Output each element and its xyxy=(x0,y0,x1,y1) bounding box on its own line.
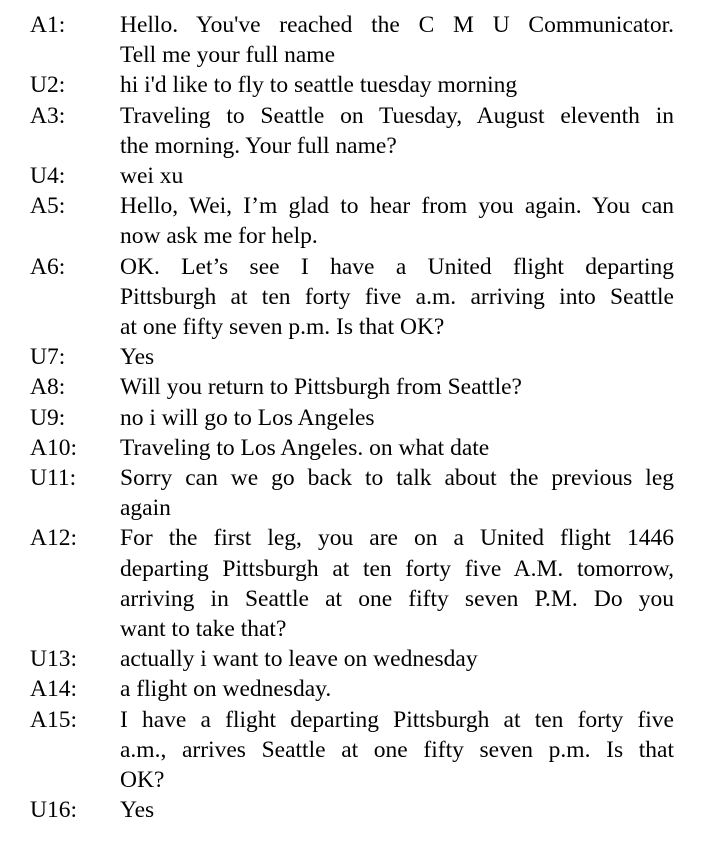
dialogue-turn xyxy=(30,191,674,251)
speaker-label: U7: xyxy=(30,344,66,371)
utterance-text xyxy=(120,161,674,191)
utterance-line: departing Pittsburgh at ten forty five A.M. tomorrow, xyxy=(120,555,674,582)
utterance-line: Will you return to Pittsburgh from Seattle? xyxy=(120,374,522,401)
utterance-line: actually i want to leave on wednesday xyxy=(120,646,478,673)
speaker-label: U11: xyxy=(30,465,77,492)
utterance-line: OK? xyxy=(120,767,165,794)
utterance-line: wei xu xyxy=(120,163,184,190)
dialogue-turn xyxy=(30,795,674,825)
utterance-line: now ask me for help. xyxy=(120,223,318,250)
speaker-label: A14: xyxy=(30,676,77,703)
utterance-text xyxy=(120,674,674,704)
dialogue-turn xyxy=(30,523,674,644)
speaker-label: U2: xyxy=(30,72,66,99)
utterance-text xyxy=(120,795,674,825)
speaker-label: A12: xyxy=(30,525,77,552)
speaker-label: U16: xyxy=(30,797,77,824)
dialogue-turn xyxy=(30,433,674,463)
dialogue-turn xyxy=(30,101,674,161)
speaker-label: U13: xyxy=(30,646,77,673)
utterance-line: at one fifty seven p.m. Is that OK? xyxy=(120,314,445,341)
utterance-line: Hello, Wei, I’m glad to hear from you again. You can xyxy=(120,193,674,220)
utterance-text xyxy=(120,252,674,343)
utterance-line: Pittsburgh at ten forty five a.m. arriving into Seattle xyxy=(120,283,674,310)
utterance-line: Traveling to Los Angeles. on what date xyxy=(120,434,490,461)
utterance-line: want to take that? xyxy=(120,616,287,643)
utterance-line: arriving in Seattle at one fifty seven P.M. Do you xyxy=(120,585,674,612)
utterance-line: a.m., arrives Seattle at one fifty seven p.m. Is that xyxy=(120,736,674,763)
speaker-label: A15: xyxy=(30,706,77,733)
speaker-label: A6: xyxy=(30,253,66,280)
speaker-label: A5: xyxy=(30,193,66,220)
dialogue-turn xyxy=(30,463,674,523)
utterance-line: Yes xyxy=(120,344,155,371)
utterance-text xyxy=(120,644,674,674)
utterance-line: a flight on wednesday. xyxy=(120,676,332,703)
dialogue-turn xyxy=(30,252,674,343)
utterance-line: For the first leg, you are on a United flight 1446 xyxy=(120,525,674,552)
dialogue-turn xyxy=(30,342,674,372)
utterance-line: I have a flight departing Pittsburgh at ten forty five xyxy=(120,706,674,733)
dialogue-turn xyxy=(30,372,674,402)
utterance-line: Traveling to Seattle on Tuesday, August eleventh in xyxy=(120,102,674,129)
utterance-text xyxy=(120,10,674,70)
utterance-text xyxy=(120,403,674,433)
dialogue-turn xyxy=(30,70,674,100)
utterance-text xyxy=(120,463,674,523)
utterance-line: again xyxy=(120,495,171,522)
utterance-text xyxy=(120,191,674,251)
utterance-line: Tell me your full name xyxy=(120,42,336,69)
utterance-text xyxy=(120,70,674,100)
utterance-line: Hello. You've reached the C M U Communicator. xyxy=(120,12,674,38)
utterance-text xyxy=(120,372,674,402)
utterance-line: Sorry can we go back to talk about the previous leg xyxy=(120,465,674,492)
dialogue-turn xyxy=(30,403,674,433)
speaker-label: A8: xyxy=(30,374,66,401)
utterance-line: Yes xyxy=(120,797,155,824)
utterance-line: the morning. Your full name? xyxy=(120,132,397,159)
utterance-text xyxy=(120,342,674,372)
utterance-text xyxy=(120,705,674,796)
speaker-label: A3: xyxy=(30,102,66,129)
speaker-label: U4: xyxy=(30,163,66,190)
dialogue-turn xyxy=(30,644,674,674)
utterance-text xyxy=(120,101,674,161)
dialogue-turn xyxy=(30,10,674,70)
utterance-line: hi i'd like to fly to seattle tuesday morning xyxy=(120,72,518,99)
speaker-label: U9: xyxy=(30,404,66,431)
dialogue-turn xyxy=(30,705,674,796)
dialogue-turn xyxy=(30,674,674,704)
utterance-text xyxy=(120,523,674,644)
utterance-text xyxy=(120,433,674,463)
utterance-line: OK. Let’s see I have a United flight departing xyxy=(120,253,674,280)
dialogue-turn xyxy=(30,161,674,191)
utterance-line: no i will go to Los Angeles xyxy=(120,404,375,431)
speaker-label: A10: xyxy=(30,434,77,461)
dialogue-transcript xyxy=(30,10,674,825)
speaker-label: A1: xyxy=(30,12,66,38)
